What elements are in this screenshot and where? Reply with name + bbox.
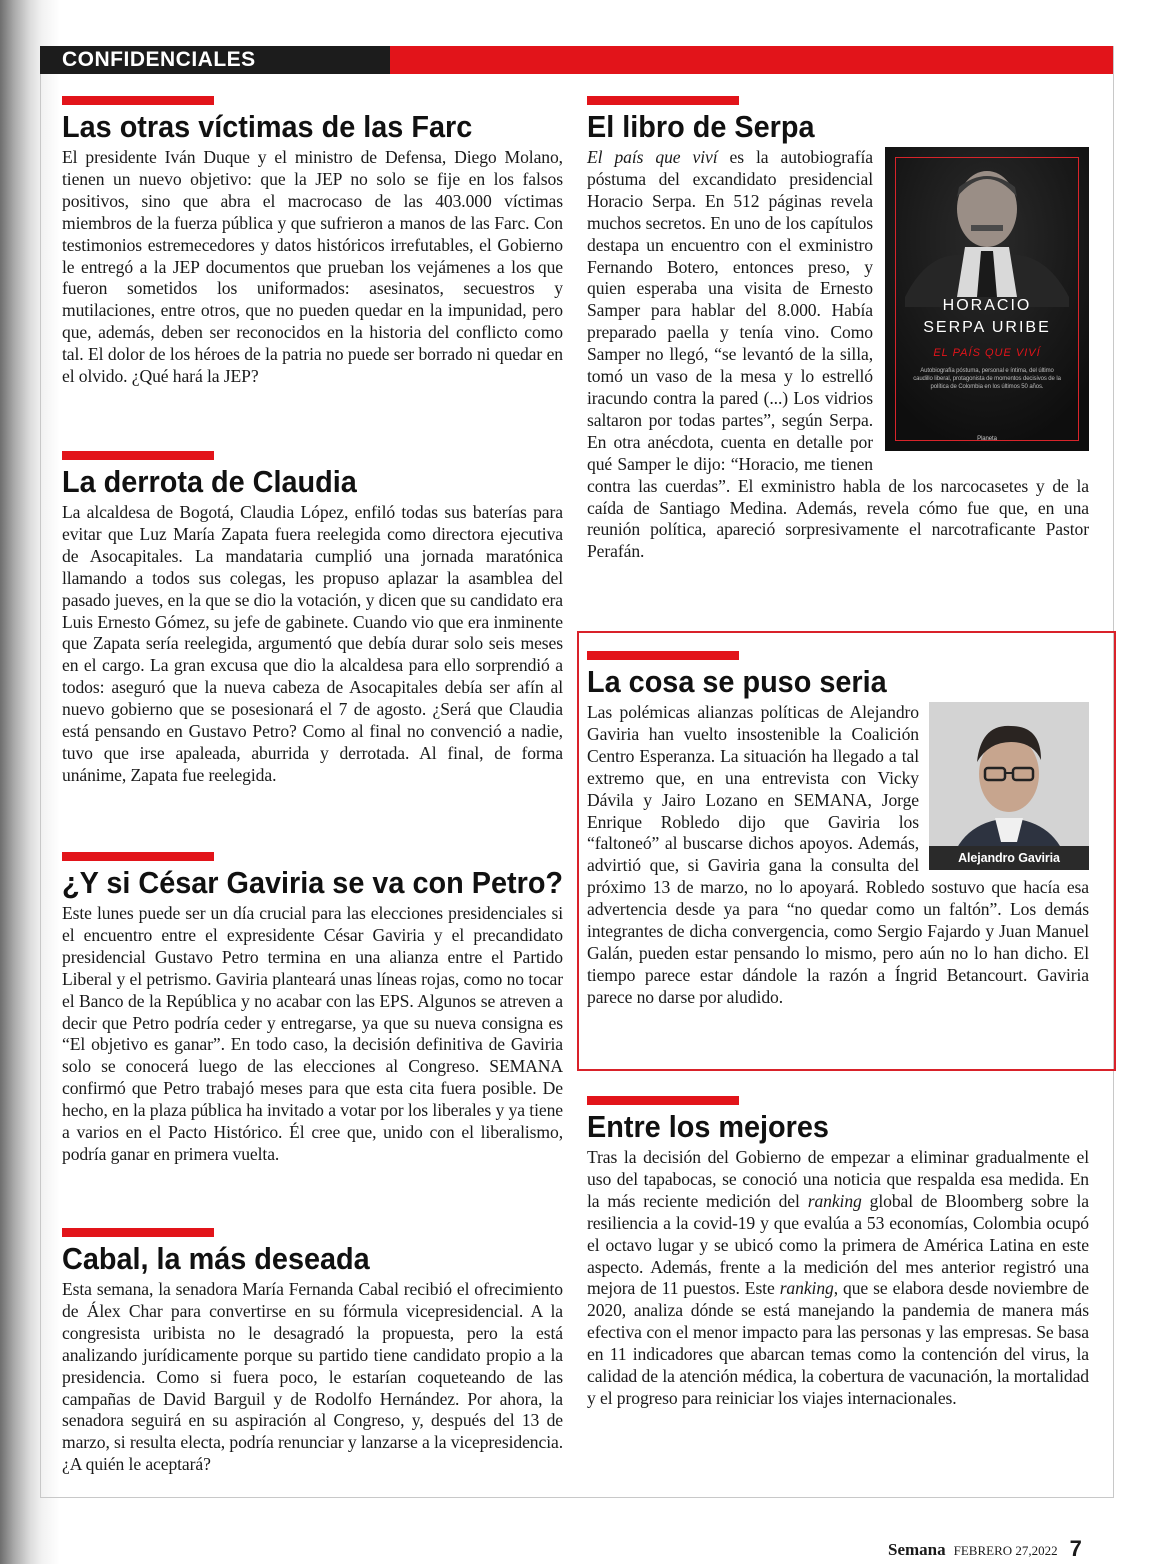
article-body: La alcaldesa de Bogotá, Claudia López, enfiló todas sus baterías para evitar que Luz María Zapata fuera reelegida como directora ejecutiva de Asocapitales. La mandataria cumplió una jornada maratónica llamando a todos sus colegas, les propuso aplazar la asamblea del pasado jueves, en la que se dio la votación, y dicen que su candidato era Luis Ernesto Gómez, su jefe de gabinete. Cuando vio que era inminente que Zapata sería reelegida, argumentó que debía durar solo seis meses en el cargo. La gran excusa que dio la alcaldesa para ello sorprendió a todos: aseguró que la nueva cabeza de Asocapitales debía ser afín al nuevo gobierno que se posesionará el 7 de agosto. ¿Será que Claudia está pensando en Gustavo Petro? Como al final no convenció a nadie, tuvo que irse apaleada, aburrida y derrotada. Al final, de forma unánime, Zapata fue reelegida. bbox=[62, 502, 563, 785]
article-entre-los-mejores bbox=[587, 1096, 1089, 1410]
article-serpa bbox=[587, 96, 1089, 563]
article-cabal bbox=[62, 1228, 563, 1476]
person-photo bbox=[929, 702, 1089, 870]
headline-rule bbox=[587, 651, 739, 660]
article-headline: La cosa se puso seria bbox=[587, 664, 887, 699]
book-author: HORACIO SERPA URIBE bbox=[923, 297, 1051, 336]
book-cover-image bbox=[885, 147, 1089, 451]
section-label: CONFIDENCIALES bbox=[62, 48, 256, 71]
headline-rule bbox=[62, 96, 214, 105]
article-headline: La derrota de Claudia bbox=[62, 464, 357, 499]
photo-alejandro-gaviria bbox=[929, 702, 1089, 870]
article-body: HORACIO SERPA URIBE EL PAÍS QUE VIVÍ Autobiografía póstuma, personal e íntima, del último caudillo liberal, protagonista de momentos decisivos de la política de Colombia en los últimos 50 años. Planeta El país que viví es la autobiografía póstuma del excandidato presidencial Horacio Serpa. En 512 páginas revela muchos secretos. En uno de los capítulos destapa un encuentro con el exministro Fernando Botero, entonces preso, y quien esperaba una visita de Ernesto Samper para hablar del 8.000. Había preparado paella y tenía vino. Como Samper no llegó, “se levantó de la silla, tomó un vaso de la mesa y lo estrelló iracundo contra la pared (...) Los vidrios saltaron por todas partes”, según Serpa. En otra anécdota, cuenta en detalle por qué Samper le dijo: “Horacio, me tienen contra las cuerdas”. El exministro habla de los narcocasetes y de la caída de Santiago Medina. Además, revela cómo fue que, en una reunión política, apareció sorpresivamente el narcotraficante Pastor Perafán. bbox=[587, 147, 1089, 562]
headline-rule bbox=[62, 1228, 214, 1237]
page-footer bbox=[888, 1535, 1082, 1561]
article-body: Tras la decisión del Gobierno de empezar a eliminar gradualmente el uso del tapabocas, se conoció una noticia que respalda esa medida. En la más reciente medición del ranking global de Bloomberg sobre la resiliencia a la covid-19 y que evalúa a 53 economías, Colombia ocupó el octavo lugar y se ubicó como la primera de América Latina en este aspecto. Además, frente a la medición del mes anterior registró una mejora de 11 puestos. Este ranking, que se elabora desde noviembre de 2020, analiza dónde se está manejando la pandemia de manera más efectiva con el menor impacto para las personas y las empresas. Se basa en 11 indicadores que abarcan temas como la contención del virus, la calidad de la atención médica, la cobertura de vacunación, la mortalidad y el progreso para reiniciar los viajes internacionales. bbox=[587, 1147, 1090, 1408]
book-publisher: Planeta bbox=[977, 436, 997, 442]
article-body: Esta semana, la senadora María Fernanda Cabal recibió el ofrecimiento de Álex Char para convertirse en su fórmula vicepresidencial. A la congresista uribista no le desagradó la propuesta, pero la está analizando jurídicamente porque su partido tiene candidato propio a la presidencia. Como si fuera poco, le estarían coqueteando de las campañas de David Barguil y de Rodolfo Hernández. Por ahora, la senadora seguirá en su aspiración al Congreso, y, después del 13 de marzo, si resulta electa, podría renunciar y lanzarse a la vicepresidencia. ¿A quién le aceptará? bbox=[62, 1279, 563, 1475]
article-headline: Las otras víctimas de las Farc bbox=[62, 109, 473, 144]
article-body: Este lunes puede ser un día crucial para las elecciones presidenciales si el encuentro entre el expresidente César Gaviria y el precandidato presidencial Gustavo Petro termina en una alianza entre el Partido Liberal y el petrismo. Gaviria planteará unas líneas rojas, como no tocar el Banco de la República y no acabar con las EPS. Algunos se atreven a decir que Petro podría ceder y entregarse, ya que su nueva consigna es “El objetivo es ganar”. En todo caso, la decisión definitiva de Gaviria solo se conocerá luego de las elecciones al Congreso. SEMANA confirmó que Petro trabajó meses para que esta cita fuera posible. De hecho, en la plaza pública ha invitado a votar por los liberales y ya tiene a varios en el Pacto Histórico. Él cree que, unido con el liberalismo, podría ganar en primera vuelta. bbox=[62, 903, 563, 1164]
article-gaviria-petro bbox=[62, 852, 563, 1166]
article-headline: El libro de Serpa bbox=[587, 109, 815, 144]
photo-caption: Alejandro Gaviria bbox=[929, 846, 1089, 870]
magazine-name: Semana bbox=[888, 1540, 946, 1559]
headline-rule bbox=[587, 1096, 739, 1105]
issue-date: FEBRERO 27,2022 bbox=[953, 1543, 1058, 1558]
article-headline: Cabal, la más deseada bbox=[62, 1241, 370, 1276]
headline-rule bbox=[62, 852, 214, 861]
headline-rule bbox=[62, 451, 214, 460]
article-headline: ¿Y si César Gaviria se va con Petro? bbox=[62, 865, 564, 900]
page-number: 7 bbox=[1069, 1536, 1082, 1561]
article-claudia bbox=[62, 451, 563, 787]
book-title: EL PAÍS QUE VIVÍ bbox=[933, 347, 1041, 359]
article-cosa-seria bbox=[587, 651, 1089, 1009]
article-farc bbox=[62, 96, 563, 388]
section-header-bar bbox=[40, 46, 1113, 74]
article-body: Alejandro Gaviria Las polémicas alianzas políticas de Alejandro Gaviria han vuelto insostenible la Coalición Centro Esperanza. La situación ha llegado a tal extremo que, en una entrevista con Vicky Dávila y Jairo Lozano en SEMANA, Jorge Enrique Robledo dijo que Gaviria los “faltoneó” al buscarse dichos apoyos. Además, advirtió que, si Gaviria gana la consulta del próximo 13 de marzo, no lo apoyará. Robledo sostuvo que hacía esa advertencia desde ya para “no quedar como un faltón”. Los demás integrantes de dicha convergencia, como Sergio Fajardo y Juan Manuel Galán, pueden estar pensando lo mismo, pero aún no lo han dicho. El tiempo parece estar dándole la razón a Íngrid Betancourt. Gaviria parece no darse por aludido. bbox=[587, 702, 1089, 1007]
article-body: El presidente Iván Duque y el ministro de Defensa, Diego Molano, tienen un nuevo objetivo: que la JEP no solo se fije en los falsos positivos, sino que abra el macrocaso de las 403.000 víctimas miembros de la fuerza pública y que sufrieron a manos de las Farc. Con testimonios estremecedores y datos históricos irrefutables, el Gobierno le entregó a la JEP documentos que prueban los vejámenes a los que fueron sometidos los uniformados: asesinatos, secuestros y mutilaciones, entre otros, que no pueden quedar en la impunidad, pero que, además, deben ser reconocidos en la historia del conflicto como tal. El dolor de los héroes de la patria no puede ser borrado ni quedar en el olvido. ¿Qué hará la JEP? bbox=[62, 147, 563, 387]
book-title-inline: El país que viví bbox=[587, 147, 718, 167]
headline-rule bbox=[587, 96, 739, 105]
article-headline: Entre los mejores bbox=[587, 1109, 829, 1144]
book-blurb: Autobiografía póstuma, personal e íntima, del último caudillo liberal, protagonista de momentos decisivos de la política de Colombia en los últimos 50 años. bbox=[913, 368, 1061, 390]
